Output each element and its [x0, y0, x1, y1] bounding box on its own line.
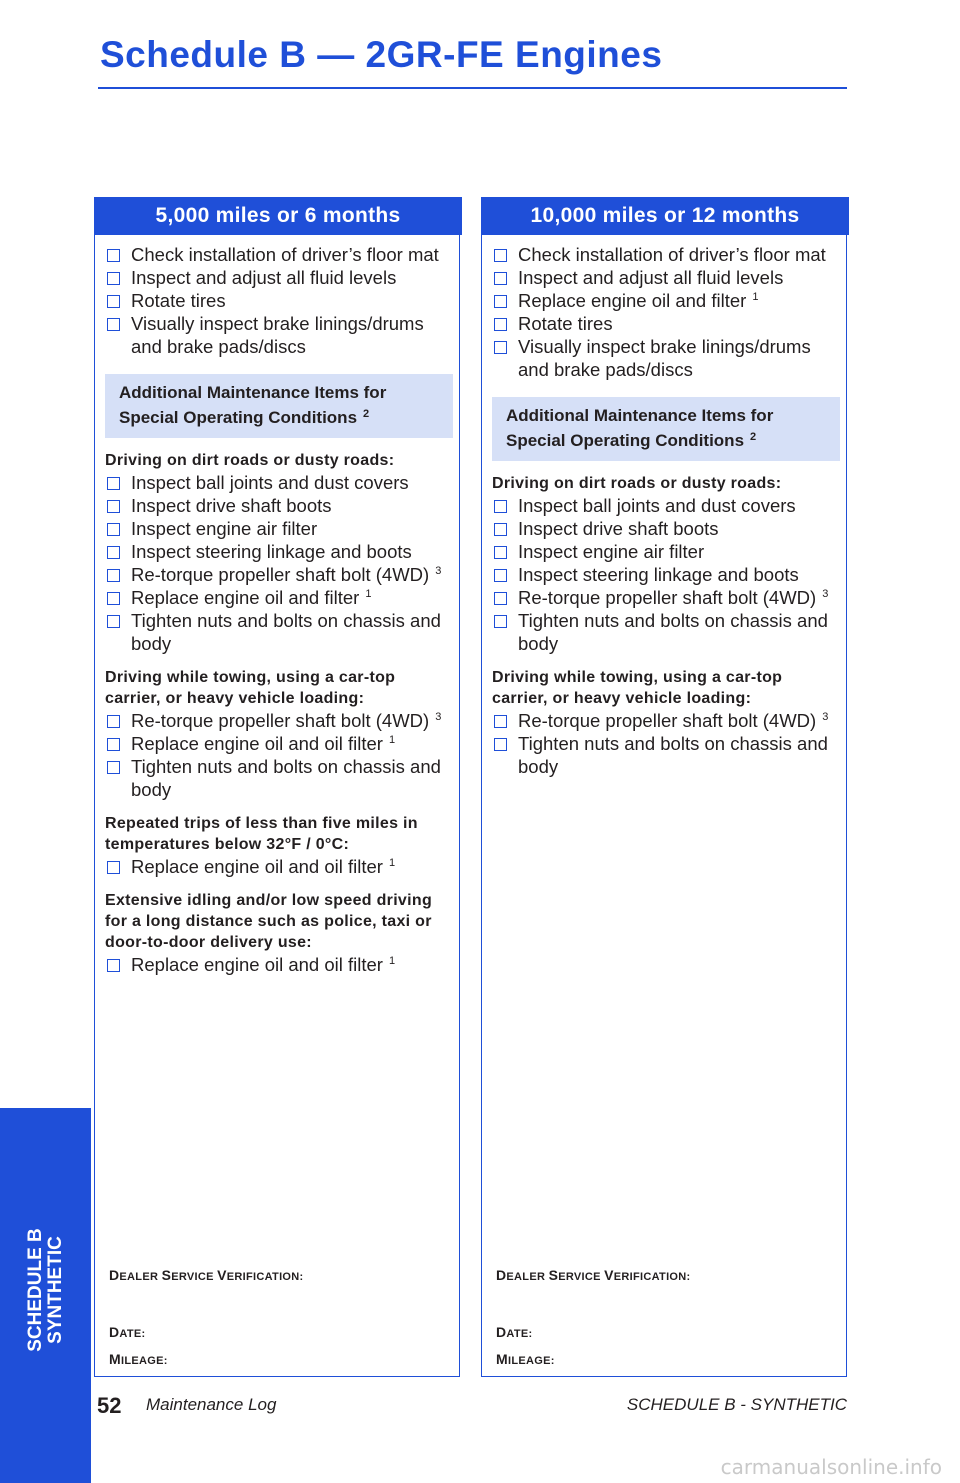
checklist-item [492, 609, 840, 655]
checklist-item [105, 609, 453, 655]
checklist-item [105, 732, 453, 755]
footnote-ref: 1 [388, 857, 396, 869]
condition-title: Driving on dirt roads or dusty roads: [105, 452, 395, 469]
interval-column-5000 [94, 197, 460, 1377]
mileage-label: MILEAGE: [496, 1351, 555, 1367]
item-text: Tighten nuts and bolts on chassis and body [131, 756, 441, 800]
checklist-item [105, 517, 453, 540]
item-text: Re-torque propeller shaft bolt (4WD) [131, 710, 430, 731]
item-text: Inspect and adjust all fluid levels [518, 267, 784, 288]
footnote-ref: 3 [435, 565, 442, 577]
checkbox-icon[interactable] [494, 295, 507, 308]
checklist-item [492, 243, 840, 266]
checklist-item [105, 540, 453, 563]
checkbox-icon[interactable] [107, 318, 120, 331]
date-label: DATE: [109, 1324, 146, 1340]
condition-title: Driving while towing, using a car-top carrier, or heavy vehicle loading: [105, 669, 396, 707]
item-text: Replace engine oil and oil filter [131, 856, 383, 877]
checklist-item [492, 732, 840, 778]
checkbox-icon[interactable] [107, 761, 120, 774]
item-text: Inspect engine air filter [518, 541, 705, 562]
footer-left-text: Maintenance Log [146, 1395, 277, 1414]
date-label: DATE: [496, 1324, 533, 1340]
checklist-item [105, 953, 453, 976]
checkbox-icon[interactable] [494, 500, 507, 513]
checkbox-icon[interactable] [494, 272, 507, 285]
footnote-ref: 1 [388, 734, 396, 746]
checklist-item [492, 335, 840, 381]
checkbox-icon[interactable] [494, 341, 507, 354]
item-text: Replace engine oil and filter [518, 290, 747, 311]
condition-title: Extensive idling and/or low speed driving for a long distance such as police, taxi or door-to-door delivery use: [105, 892, 433, 951]
checkbox-icon[interactable] [107, 615, 120, 628]
item-text: Replace engine oil and oil filter [131, 733, 383, 754]
checkbox-icon[interactable] [107, 569, 120, 582]
checkbox-icon[interactable] [107, 738, 120, 751]
checkbox-icon[interactable] [494, 546, 507, 559]
checklist-item [105, 312, 453, 358]
footnote-ref: 1 [388, 955, 396, 967]
checkbox-icon[interactable] [494, 715, 507, 728]
column-body [105, 243, 453, 976]
item-text: Inspect steering linkage and boots [131, 541, 412, 562]
item-text: Replace engine oil and filter [131, 587, 360, 608]
checkbox-icon[interactable] [494, 318, 507, 331]
checklist-item [492, 517, 840, 540]
checklist-item [492, 709, 840, 732]
special-conditions-text: Additional Maintenance Items for Special Operating Conditions [506, 406, 774, 450]
item-text: Tighten nuts and bolts on chassis and body [518, 610, 828, 654]
item-text: Rotate tires [518, 313, 613, 334]
checkbox-icon[interactable] [107, 959, 120, 972]
item-text: Inspect ball joints and dust covers [518, 495, 796, 516]
item-text: Rotate tires [131, 290, 226, 311]
checklist-item [492, 494, 840, 517]
item-text: Check installation of driver’s floor mat [518, 244, 826, 265]
item-text: Visually inspect brake linings/drums and brake pads/discs [518, 336, 811, 380]
footnote-ref: 2 [750, 431, 757, 443]
checkbox-icon[interactable] [107, 592, 120, 605]
checkbox-icon[interactable] [107, 500, 120, 513]
checkbox-icon[interactable] [107, 715, 120, 728]
checkbox-icon[interactable] [107, 249, 120, 262]
side-tab-label [26, 1228, 66, 1352]
checklist-item [105, 494, 453, 517]
item-text: Inspect drive shaft boots [131, 495, 332, 516]
item-text: Inspect engine air filter [131, 518, 318, 539]
item-text: Re-torque propeller shaft bolt (4WD) [131, 564, 430, 585]
checkbox-icon[interactable] [107, 272, 120, 285]
dealer-verification-label: DEALER SERVICE VERIFICATION: [496, 1267, 691, 1283]
interval-heading: 10,000 miles or 12 months [481, 197, 849, 235]
item-text: Inspect steering linkage and boots [518, 564, 799, 585]
interval-column-10000 [481, 197, 847, 1377]
dealer-verification-label: DEALER SERVICE VERIFICATION: [109, 1267, 304, 1283]
special-conditions-heading [105, 374, 453, 438]
page-number: 52 [97, 1393, 122, 1418]
checkbox-icon[interactable] [494, 569, 507, 582]
checklist-item [105, 855, 453, 878]
item-text: Re-torque propeller shaft bolt (4WD) [518, 587, 817, 608]
item-text: Tighten nuts and bolts on chassis and body [518, 733, 828, 777]
condition-title: Driving while towing, using a car-top carrier, or heavy vehicle loading: [492, 669, 783, 707]
item-text: Visually inspect brake linings/drums and brake pads/discs [131, 313, 424, 357]
item-text: Replace engine oil and oil filter [131, 954, 383, 975]
item-text: Check installation of driver’s floor mat [131, 244, 439, 265]
checkbox-icon[interactable] [107, 295, 120, 308]
checklist-item [105, 755, 453, 801]
footnote-ref: 2 [363, 408, 370, 420]
checklist-item [105, 471, 453, 494]
checklist-item [492, 563, 840, 586]
footer-right-text: SCHEDULE B - SYNTHETIC [626, 1395, 847, 1414]
side-tab-line2: SYNTHETIC [45, 1236, 66, 1344]
checkbox-icon[interactable] [107, 477, 120, 490]
checkbox-icon[interactable] [494, 615, 507, 628]
column-body [492, 243, 840, 778]
footnote-ref: 3 [822, 588, 829, 600]
checklist-item [492, 289, 840, 312]
footnote-ref: 1 [365, 588, 372, 600]
checklist-item [105, 709, 453, 732]
item-text: Tighten nuts and bolts on chassis and body [131, 610, 441, 654]
special-conditions-heading [492, 397, 840, 461]
watermark: carmanualsonline.info [720, 1455, 942, 1479]
footnote-ref: 3 [822, 711, 829, 723]
checkbox-icon[interactable] [494, 523, 507, 536]
checkbox-icon[interactable] [107, 546, 120, 559]
checklist-item [105, 586, 453, 609]
checklist-item [492, 266, 840, 289]
checkbox-icon[interactable] [494, 592, 507, 605]
item-text: Inspect ball joints and dust covers [131, 472, 409, 493]
item-text: Re-torque propeller shaft bolt (4WD) [518, 710, 817, 731]
footnote-ref: 3 [435, 711, 442, 723]
item-text: Inspect drive shaft boots [518, 518, 719, 539]
interval-heading: 5,000 miles or 6 months [94, 197, 462, 235]
condition-title: Repeated trips of less than five miles in temperatures below 32°F / 0°C: [105, 815, 418, 853]
page-title: Schedule B — 2GR-FE Engines [100, 34, 663, 75]
checklist-item [492, 540, 840, 563]
checklist-item [105, 266, 453, 289]
checklist-item [105, 243, 453, 266]
mileage-label: MILEAGE: [109, 1351, 168, 1367]
checkbox-icon[interactable] [494, 249, 507, 262]
checklist-item [492, 312, 840, 335]
checklist-item [105, 289, 453, 312]
checkbox-icon[interactable] [107, 523, 120, 536]
checkbox-icon[interactable] [107, 861, 120, 874]
special-conditions-text: Additional Maintenance Items for Special Operating Conditions [119, 383, 387, 427]
side-tab-line1: SCHEDULE B [25, 1228, 46, 1352]
checkbox-icon[interactable] [494, 738, 507, 751]
item-text: Inspect and adjust all fluid levels [131, 267, 397, 288]
footnote-ref: 1 [752, 291, 759, 303]
checklist-item [105, 563, 453, 586]
title-rule [98, 87, 847, 89]
checklist-item [492, 586, 840, 609]
condition-title: Driving on dirt roads or dusty roads: [492, 475, 782, 492]
